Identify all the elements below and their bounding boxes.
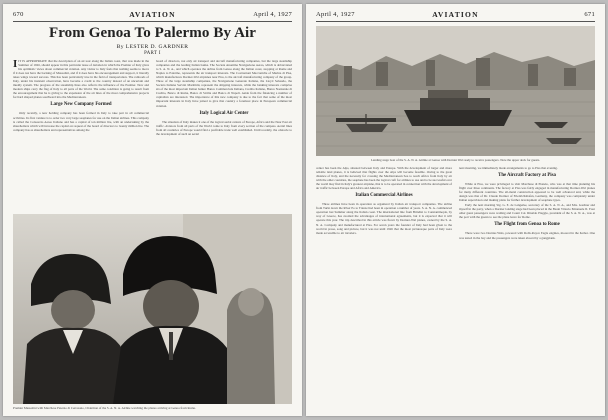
right-header-rule bbox=[316, 21, 595, 22]
right-page bbox=[306, 4, 605, 416]
right-column-1 bbox=[316, 166, 452, 410]
left-page bbox=[3, 4, 302, 416]
intro-paragraph: IIT IS APPROPRIATE that the description of an air tour along the Italian coast, that was made in the Summer of 1926, should appear in this particular issue of Aviation in which the Premier of Italy gives his optimistic views about commercial aviation. Any visitor to Italy feels that nothing seems to move if it does not have the backing of Mussolini, and if it does have his encouragement and support, it literally takes wings toward success. This has been particularly true in the field of transportation. The railroads of Italy, under his insistent observation, have become a credit to the country instead of an uncertain and muddy system. The progress of the steamship lines also reflects the influence of the Premier. New and modern ships carry the flag of Italy to all parts of the World. The same condition is going to result from the encouragement that he is giving to the expansion of the air lines of the most comprehensive projects for hard shaped planes southward into the Mediterranean. bbox=[13, 59, 149, 100]
right-running-head: AVIATION bbox=[432, 10, 479, 19]
article-part: PART I bbox=[144, 51, 161, 56]
left-column-1 bbox=[13, 59, 149, 209]
subhead-aircraft-factory: The Aircraft Factory at Pisa bbox=[498, 173, 556, 179]
right-page-date: April 4, 1927 bbox=[316, 11, 355, 18]
paragraph: next morning, we immediately made arrangements to go to Pisa that evening. bbox=[459, 166, 558, 170]
subhead-italy-center: Italy Logical Air Center bbox=[199, 110, 249, 116]
paragraph: There were two Dornier-Wals, powered with Rolls-Royce Eagle engines, moored in the harbor. One was tested in the bay and the passengers were taken aboard by a gangplank. bbox=[459, 231, 595, 240]
paragraph: board of directors, not only air transport and aircraft manufacturing companies, but the large steamship companies and the leading Italian banks. The Societa Anonima Navigazione Aerea, which is abbreviated to S. A. N. A., and which operates the airline from Genoa along the Italian coast, stopping at Rome and Naples to Palermo, represents the air transport interests. The Costruzioni Meccaniche of Marina di Pisa, which manufactures Dornier-Wal airplanes near Pisa, is the aircraft manufacturing company of the group. Three of the large steamship companies, the Navigazione Generale Italiana, the Lloyd Sabaudo, the Societa Italiana Servizi Marittimi, represent the shipping interests, while the banking interests comprise six of the most important Italian banks: Banco Commerciale Italiana, Credito Italiano, Banco Nazionale di Credito, Banco di Roma, Banco di Sicilia and Banco di Napoli. Aside from the financing a number of capitalists are interested. The importance of this new company is due to the fact that some of the most important interests in Italy have joined to give that country a foremost place in European commercial aviation. bbox=[156, 59, 292, 108]
left-photo-caption: Premier Mussolini with Marchese Paterno di Cerrasano, Chairman of the S. A. N. A. Airline watching the planes arriving at Genoa from Rome. bbox=[13, 406, 196, 410]
paragraph: Three airlines have been in operation as organized by Italian air transport companies. The airline from Turin down the River Po to Trieste had been in operation a number of years. S. A. N. A. commenced operation last Summer along the Italian coast. The international line from Brindisi to Constantinople, by way of Greece, has avoided the advantages of international agreements, but it is expected that it will operate this year. The trip described in this article was flown by Dornier-Wal planes, owned by the S. A. N. A. Company and manufactured at Pisa. For seven years the founder of Italy had been given to the world in prose, song and picture, but it was not until 1926 that the most picturesque parts of Italy were made accessible to air travelers. bbox=[316, 202, 452, 235]
genoa-harbor-photo bbox=[316, 26, 595, 156]
left-page-date: April 4, 1927 bbox=[253, 11, 292, 18]
subhead-new-company: Large New Company Formed bbox=[50, 102, 112, 108]
left-header-rule bbox=[13, 21, 292, 22]
paragraph: center has been the Alps, situated between Italy and Europe. With the development of larger and more reliable land planes, it is believed that flights over the Alps will become feasible. Owing to the great distance of Italy, and the necessity for crossing the Mediterranean Sea to reach Africa from Italy by air with the other countries, the seaplane has been the logical craft for airlines to use and to be successful over the world may find in Italy's greatest airplane, that is to be operated in connection with the development of air traffic between Europe and Africa and America. bbox=[316, 166, 452, 191]
paragraph: The situation of Italy makes it one of the logical aerial centers of Europe, Africa and the Near East air traffic. Aviators from all parts of the World come to Italy from every section of the compass. Aerial lines from all countries of Europe would find a profitable trade well established. Until recently, the obstacle to the development of such an aerial bbox=[156, 119, 292, 136]
subhead-flight-genoa-rome: The Flight from Genoa to Rome bbox=[494, 222, 560, 228]
mussolini-photo bbox=[13, 214, 292, 404]
right-photo-caption: Landing stage boat of the S. A. N. A. Airline at Genoa with Dornier Wal ready to receive passengers. Note the upper deck for guests. bbox=[370, 158, 541, 162]
right-page-header bbox=[316, 11, 595, 21]
paragraph: Early the next morning Sig. G. E. de Langerke, secretary of the S. A. N. A., and Mrs. Gardner and myself in the party, when a Dornier landing stage had been placed in the Basin Vittorio Emanuele II. Four other guest passengers were waiting and Count Col. Rinaldo Piaggio, president of the S. A. N. A., was at the port with the guests to see the plane leave for Rome. bbox=[459, 203, 595, 220]
drop-cap: I bbox=[13, 59, 18, 70]
article-byline: By LESTER D. GARDNER bbox=[116, 44, 189, 50]
left-page-number: 670 bbox=[13, 11, 24, 18]
left-running-head: AVIATION bbox=[129, 10, 176, 19]
right-page-number: 671 bbox=[584, 11, 595, 18]
right-column-2 bbox=[459, 166, 595, 410]
article-title: From Genoa To Palermo By Air bbox=[48, 25, 257, 41]
paragraph: Only recently, a new holding company has been formed in Italy to take part in all commercial activities. Its first venture is to order two very large seaplanes for use on the Italian airlines. This company is called the Consorzio Aereo Italiano and has a capital of ten million lire, with an undertaking by the shareholders which will increase the capital on request of the board of directors to twenty million lire. The company has as shareholders and representatives among the bbox=[13, 111, 149, 132]
left-column-2 bbox=[156, 59, 292, 209]
left-page-header bbox=[13, 11, 292, 21]
subhead-italian-airlines: Italian Commercial Airlines bbox=[355, 193, 413, 199]
paragraph: While at Pisa, we were privileged to visit Marchese di Pisnelo, who was at that time planning his flight over three continents. The factory at Pisa was fairly engaged in manufacturing Dornier-Wal planes for many different countries. The all-metal construction appeared to be well advanced and, while the design was that of Dr. Claude Dornier of Friedrichshafen, Germany, the company was completely under Italian supervision and making plans for further development of seaplane types. bbox=[459, 182, 595, 203]
